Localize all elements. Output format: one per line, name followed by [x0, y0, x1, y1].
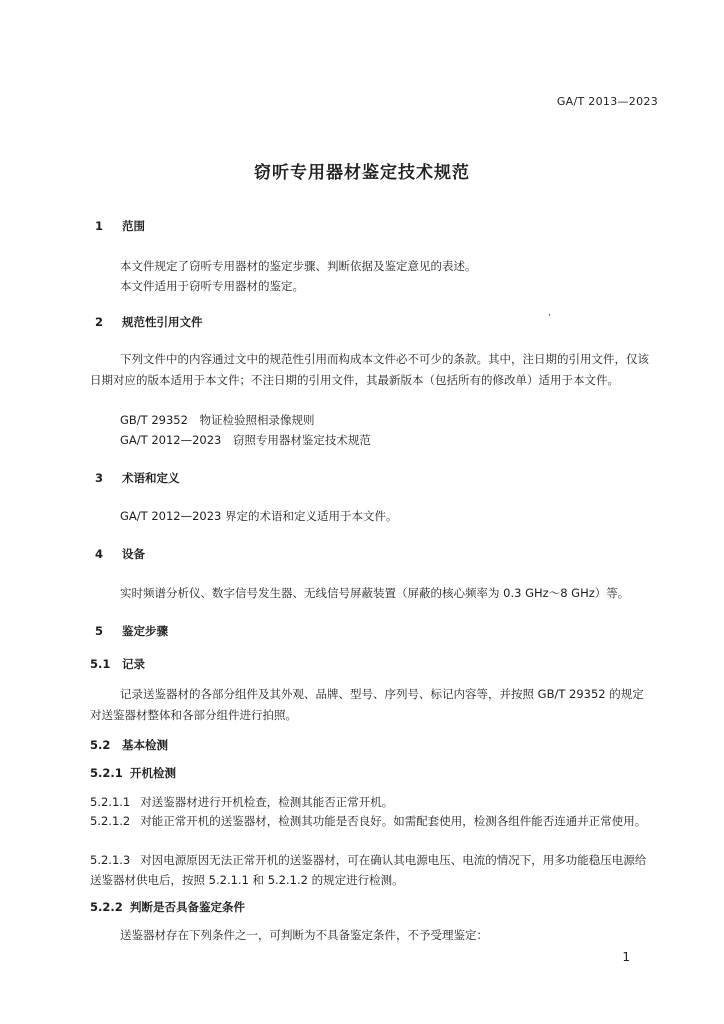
section-number: 1 [95, 219, 104, 233]
clause-number: 5.2.1.1 [90, 795, 131, 809]
section-4-heading [95, 546, 145, 562]
section-title: 开机检测 [130, 766, 176, 780]
clause-text: 对因电源原因无法正常开机的送鉴器材，可在确认其电源电压、电流的情况下，用多功能稳压电源给送鉴器材供电后，按照 5.2.1.1 和 5.2.1.2 的规定进行检测。 [90, 853, 647, 887]
section-title: 判断是否具备鉴定条件 [130, 900, 245, 914]
section-1-para-1: 本文件规定了窃听专用器材的鉴定步骤、判断依据及鉴定意见的表述。 [120, 259, 477, 273]
clause-number: 5.2.1.3 [90, 853, 131, 867]
page-number: 1 [622, 950, 630, 964]
section-number: 5.2.1 [90, 766, 123, 780]
clause-5-2-1-3 [90, 850, 656, 890]
document-title: 窃听专用器材鉴定技术规范 [254, 163, 470, 183]
section-3-para-1: GA/T 2012—2023 界定的术语和定义适用于本文件。 [120, 509, 398, 523]
section-5-2-2-para-1: 送鉴器材存在下列条件之一，可判断为不具备鉴定条件，不予受理鉴定： [120, 928, 488, 942]
section-number: 3 [95, 471, 104, 485]
section-2-para-1: 下列文件中的内容通过文中的规范性引用而构成本文件必不可少的条款。其中，注日期的引用文件，仅该日期对应的版本适用于本文件；不注日期的引用文件，其最新版本（包括所有的修改单）适用于本文件。 [90, 352, 649, 387]
section-title: 记录 [122, 657, 145, 671]
section-title: 设备 [122, 547, 145, 561]
section-title: 术语和定义 [122, 471, 180, 485]
section-5-heading [95, 623, 168, 639]
section-number: 5 [95, 624, 104, 638]
clause-5-2-1-1 [90, 792, 656, 812]
normative-reference-1: GB/T 29352 物证检验照相录像规则 [120, 413, 315, 427]
section-1-heading [95, 218, 145, 234]
section-number: 5.2 [90, 738, 111, 752]
section-5-1-heading [90, 656, 145, 672]
section-number: 5.2.2 [90, 900, 123, 914]
section-4-para-1: 实时频谱分析仪、数字信号发生器、无线信号屏蔽装置（屏蔽的核心频率为 0.3 GHz～8 GHz）等。 [120, 586, 630, 600]
section-title: 规范性引用文件 [122, 315, 203, 329]
clause-number: 5.2.1.2 [90, 814, 131, 828]
section-5-1-para-1: 记录送鉴器材的各部分组件及其外观、品牌、型号、序列号、标记内容等，并按照 GB/T 29352 的规定对送鉴器材整体和各部分组件进行拍照。 [90, 687, 644, 722]
clause-text: 对送鉴器材进行开机检查，检测其能否正常开机。 [140, 795, 394, 809]
section-number: 2 [95, 315, 104, 329]
section-number: 5.1 [90, 657, 111, 671]
section-number: 4 [95, 547, 104, 561]
section-title: 基本检测 [122, 738, 168, 752]
section-3-heading [95, 470, 180, 486]
section-1-para-2: 本文件适用于窃听专用器材的鉴定。 [120, 279, 304, 293]
clause-text: 对能正常开机的送鉴器材，检测其功能是否良好。如需配套使用，检测各组件能否连通并正常使用。 [140, 814, 647, 828]
stray-mark: , [548, 308, 551, 318]
clause-5-2-1-2 [90, 811, 656, 831]
document-code: GA/T 2013—2023 [556, 95, 658, 108]
normative-reference-2: GA/T 2012—2023 窃照专用器材鉴定技术规范 [120, 433, 371, 447]
section-5-2-2-heading [90, 899, 245, 915]
section-5-2-heading [90, 737, 168, 753]
section-title: 鉴定步骤 [122, 624, 168, 638]
section-title: 范围 [122, 219, 145, 233]
section-2-heading [95, 314, 203, 330]
section-5-2-1-heading [90, 765, 176, 781]
